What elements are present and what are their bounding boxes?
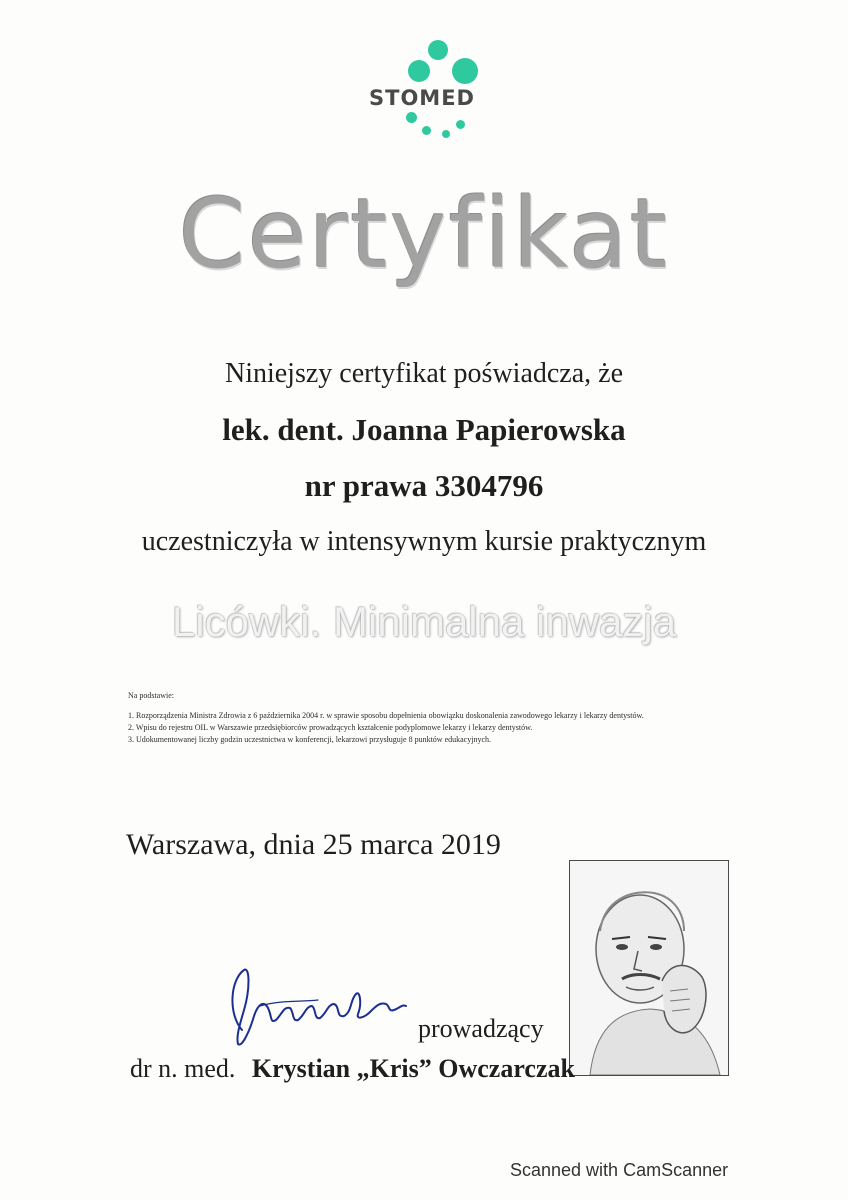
recipient-name: lek. dent. Joanna Papierowska [222,412,626,447]
legal-basis-item: 3. Udokumentowanej liczby godzin uczestnictwa w konferencji, lekarzowi przysługuje 8 punktów edukacyjnych. [128,735,491,744]
signer-name: Krystian „Kris” Owczarczak [251,1054,575,1083]
logo-dot [428,40,448,60]
course-name: Licówki. Minimalna inwazja [171,598,677,645]
intro-text: Niniejszy certyfikat poświadcza, że [224,358,624,389]
place-and-date: Warszawa, dnia 25 marca 2019 [126,828,501,861]
logo-text: STOMED [369,86,475,110]
logo-dot [406,112,417,123]
signer-role: prowadzący [418,1014,544,1043]
logo-dot [422,126,431,135]
instructor-photo [569,860,729,1076]
scanner-watermark: Scanned with CamScanner [510,1160,729,1180]
signer [130,1054,575,1084]
portrait-sketch [570,861,728,1075]
signature [220,960,420,1050]
legal-basis-heading: Na podstawie: [128,691,174,700]
logo-dot [452,58,478,84]
stomed-logo [360,36,490,146]
logo-dot [442,130,450,138]
license-number: nr prawa 3304796 [304,468,544,503]
logo-dot [408,60,430,82]
signer-title: dr n. med. [130,1054,236,1083]
certificate-title: Certyfikat [178,178,670,290]
legal-basis-item: 1. Rozporządzenia Ministra Zdrowia z 6 października 2004 r. w sprawie sposobu dopełnienia obowiązku doskonalenia zawodowego lekarzy i lekarzy dentystów. [128,711,644,720]
participation-text: uczestniczyła w intensywnym kursie praktycznym [141,526,707,557]
legal-basis-item: 2. Wpisu do rejestru OIL w Warszawie przedsiębiorców prowadzących kształcenie podyplomowe lekarzy i lekarzy dentystów. [128,723,533,732]
legal-basis [128,690,688,746]
logo-dot [456,120,465,129]
signature-drawing [220,960,420,1050]
